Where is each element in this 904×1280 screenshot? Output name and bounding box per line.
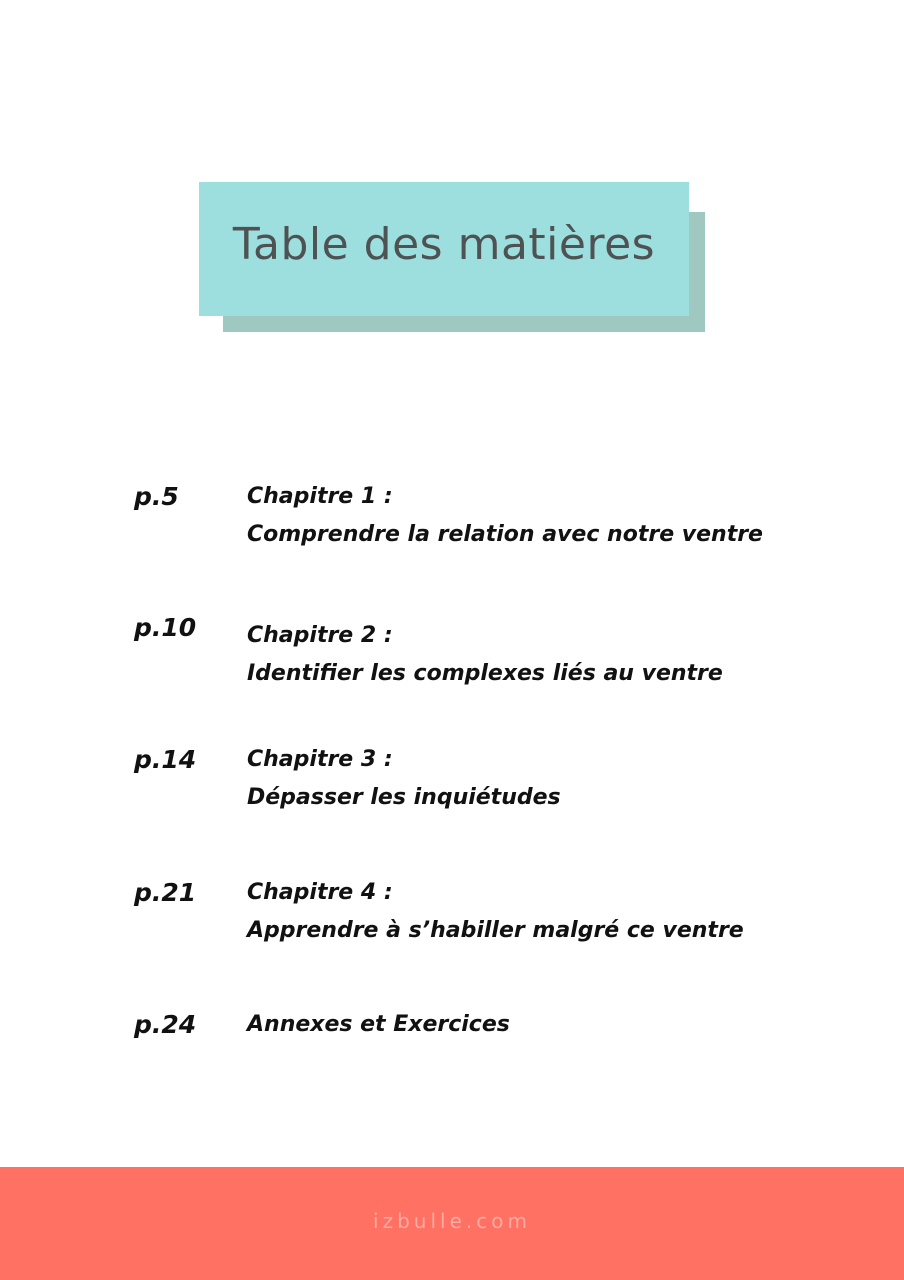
toc-page-number: p.14 — [134, 745, 197, 774]
toc-page-number: p.10 — [134, 613, 197, 642]
toc-chapter-label: Chapitre 3 : — [247, 747, 393, 772]
toc-page-number: p.24 — [134, 1010, 197, 1039]
toc-chapter-label: Chapitre 1 : — [247, 484, 393, 509]
toc-entry-text — [247, 478, 763, 554]
title-box — [199, 182, 689, 316]
footer-website: izbulle.com — [373, 1209, 531, 1233]
toc-chapter-subtitle: Identifier les complexes liés au ventre — [247, 661, 723, 686]
toc-chapter-label: Chapitre 2 : — [247, 623, 393, 648]
toc-entry-text — [247, 874, 744, 950]
toc-page-number: p.21 — [134, 878, 197, 907]
toc-chapter-subtitle: Dépasser les inquiétudes — [247, 785, 561, 810]
toc-chapter-subtitle: Apprendre à s’habiller malgré ce ventre — [247, 918, 744, 943]
footer-bar — [0, 1167, 904, 1280]
toc-chapter-subtitle: Comprendre la relation avec notre ventre — [247, 522, 763, 547]
toc-chapter-label: Chapitre 4 : — [247, 880, 393, 905]
toc-page-number: p.5 — [134, 482, 179, 511]
page-title: Table des matières — [232, 218, 656, 270]
toc-chapter-label: Annexes et Exercices — [247, 1012, 510, 1037]
toc-entry-text — [247, 617, 723, 693]
toc-entry-text — [247, 741, 561, 817]
toc-entry-text — [247, 1006, 510, 1044]
